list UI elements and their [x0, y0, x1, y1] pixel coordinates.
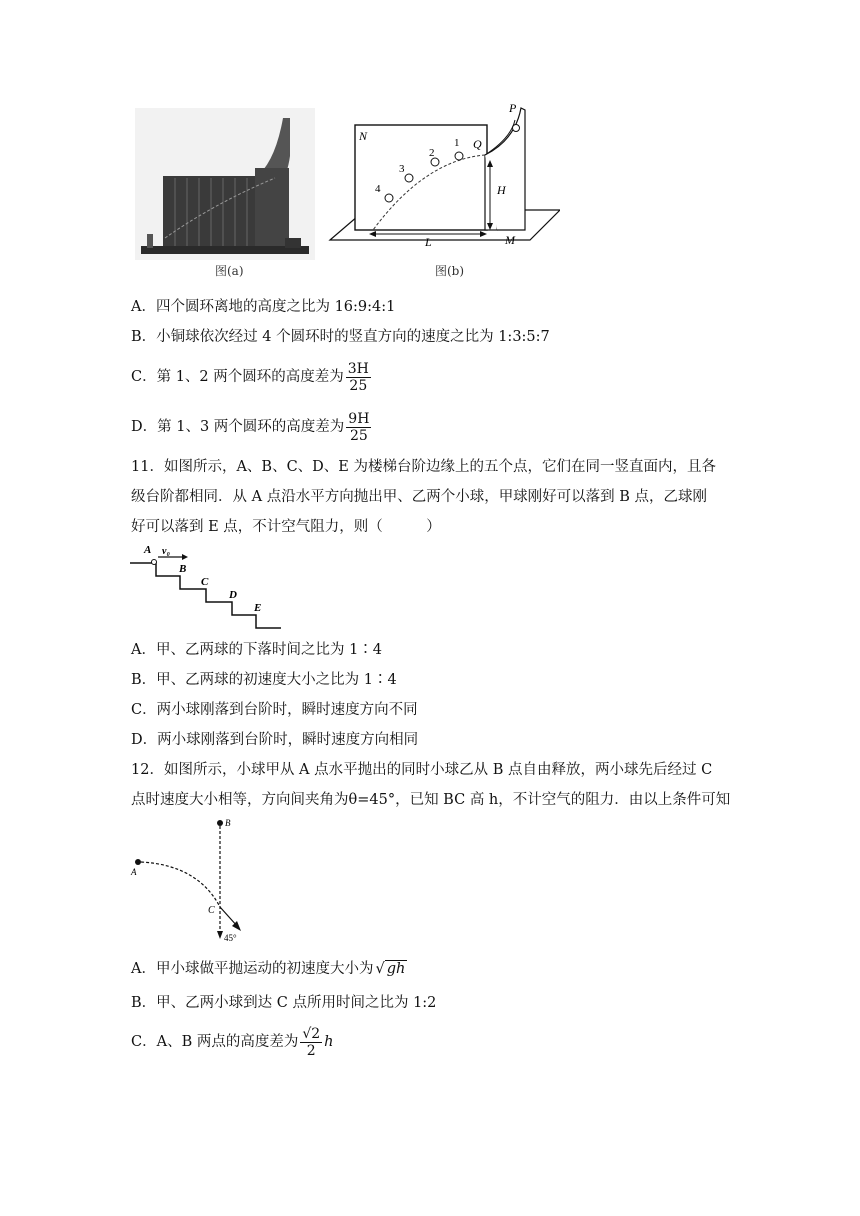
q12-label-b: B — [225, 818, 231, 828]
q10-option-b: B．小铜球依次经过 4 个圆环时的竖直方向的速度之比为 1:3:5:7 — [131, 329, 550, 345]
ring-2 — [431, 158, 439, 166]
q11-stem-line-1: 11．如图所示，A、B、C、D、E 为楼梯台阶边缘上的五个点，它们在同一竖直面内，且各 — [131, 459, 716, 475]
q10-option-a: A．四个圆环离地的高度之比为 16:9:4:1 — [131, 299, 396, 315]
q11-stem-line-3: 好可以落到 E 点，不计空气阻力，则（ ） — [131, 519, 441, 535]
q10-option-d-text: D．第 1、3 两个圆环的高度差为 — [131, 419, 345, 435]
label-ring-4: 4 — [375, 183, 381, 195]
figure-b-caption: 图(b) — [435, 264, 465, 278]
q12-option-c-numerator: √2 — [302, 1025, 321, 1042]
q10-option-c-fraction — [346, 361, 371, 394]
q11-label-e: E — [254, 602, 262, 614]
q11-staircase-figure — [128, 543, 283, 633]
q10-option-d-fraction — [346, 411, 371, 444]
q12-option-b: B．甲、乙两小球到达 C 点所用时间之比为 1:2 — [131, 995, 437, 1011]
label-n: N — [359, 129, 368, 143]
label-ring-3: 3 — [399, 163, 405, 175]
ring-4 — [385, 194, 393, 202]
q11-option-a: A．甲、乙两球的下落时间之比为 1∶4 — [131, 642, 383, 658]
q10-option-c-text: C．第 1、2 两个圆环的高度差为 — [131, 369, 344, 385]
q12-label-a: A — [131, 867, 137, 877]
q11-stem-line-2: 级台阶都相同．从 A 点沿水平方向抛出甲、乙两个小球，甲球刚好可以落到 B 点，乙球刚 — [131, 489, 708, 505]
label-h: H — [497, 183, 506, 197]
q11-option-d: D．两小球刚落到台阶时，瞬时速度方向相同 — [131, 732, 419, 748]
label-ring-1: 1 — [454, 137, 460, 149]
q10-option-d — [131, 410, 371, 444]
ring-3 — [405, 174, 413, 182]
label-m: M — [505, 233, 515, 247]
label-l: L — [425, 235, 432, 249]
figure-a-caption: 图(a) — [215, 264, 244, 278]
q12-option-c — [131, 1025, 334, 1059]
q12-option-a-text: A．甲小球做平抛运动的初速度大小为 — [131, 961, 374, 977]
figure-a-photo — [135, 108, 315, 260]
q12-figure — [128, 815, 258, 945]
q11-label-b: B — [179, 563, 187, 575]
q11-label-c: C — [201, 576, 209, 588]
q11-option-b: B．甲、乙两球的初速度大小之比为 1∶4 — [131, 672, 397, 688]
q12-option-c-fraction — [300, 1026, 322, 1059]
q12-stem-line-1: 12．如图所示，小球甲从 A 点水平抛出的同时小球乙从 B 点自由释放，两小球先后经过 C — [131, 762, 713, 778]
q12-label-angle: 45° — [224, 933, 237, 943]
label-q: Q — [473, 137, 482, 151]
q12-stem-line-2: 点时速度大小相等，方向间夹角为θ=45°，已知 BC 高 h，不计空气的阻力．由以上条件可知 — [131, 792, 731, 808]
q12-label-c: C — [208, 905, 215, 916]
q11-option-c: C．两小球刚落到台阶时，瞬时速度方向不同 — [131, 702, 418, 718]
q10-option-c — [131, 360, 371, 394]
q11-label-a: A — [144, 544, 152, 556]
label-p: P — [509, 101, 517, 115]
q11-label-d: D — [229, 589, 237, 601]
q10-option-c-denominator: 25 — [349, 377, 368, 394]
q12-option-a-radicand: gh — [386, 961, 406, 977]
q10-option-d-numerator: 9H — [348, 410, 370, 427]
q10-option-d-denominator: 25 — [349, 427, 368, 444]
ring-1 — [455, 152, 463, 160]
q12-option-a — [131, 957, 407, 981]
q12-option-c-denominator: 2 — [306, 1042, 316, 1059]
q12-option-c-suffix: h — [324, 1034, 334, 1050]
q11-label-v0: v₀ — [162, 546, 170, 557]
q12-option-c-text: C．A、B 两点的高度差为 — [131, 1034, 299, 1050]
label-ring-2: 2 — [429, 147, 435, 159]
figure-b-diagram — [325, 100, 560, 260]
q12-option-a-radical: √ gh — [375, 961, 406, 977]
q10-option-c-numerator: 3H — [347, 360, 369, 377]
